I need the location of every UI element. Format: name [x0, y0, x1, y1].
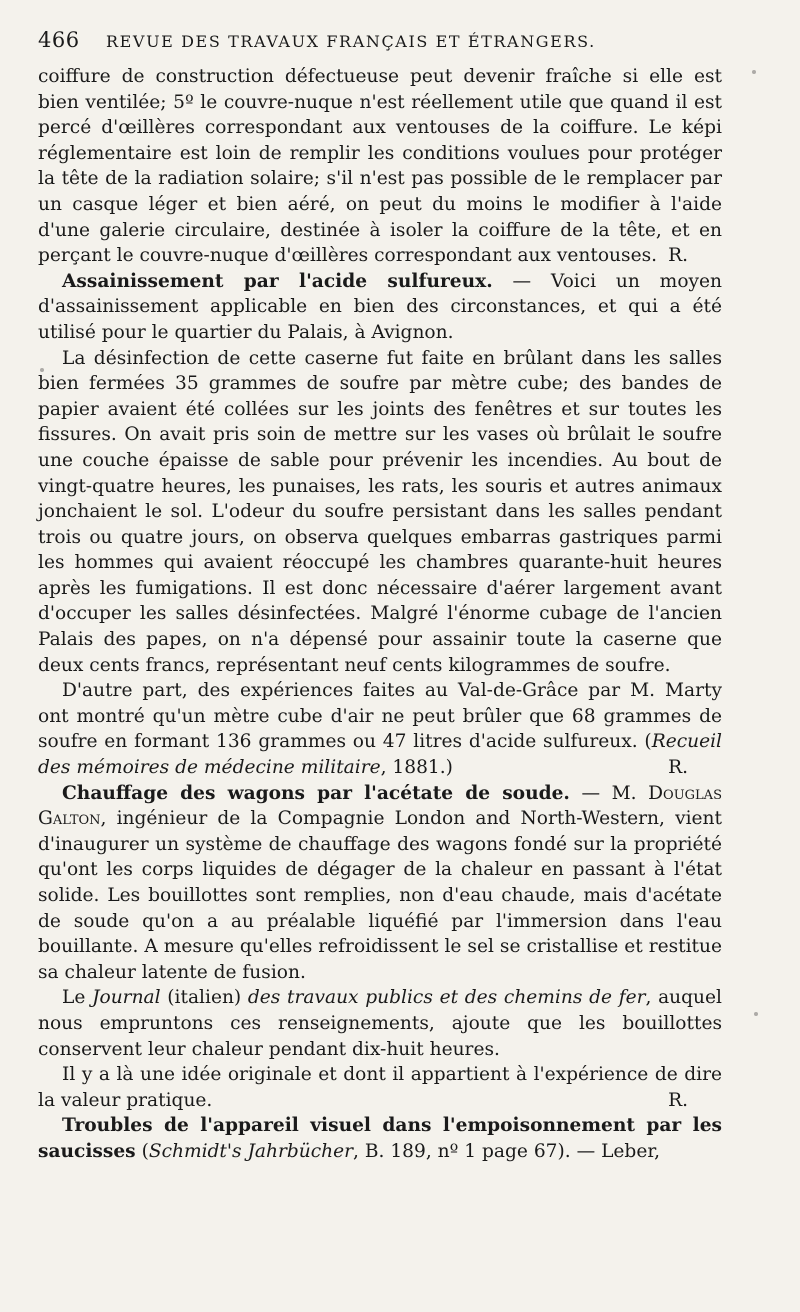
- paragraph-text: (: [135, 1140, 149, 1162]
- paper-speck: [752, 70, 756, 74]
- body-text: [38, 64, 722, 1165]
- citation-title: Recueil des mémoires de médecine militaire: [38, 731, 722, 779]
- paragraph-text: , auquel nous empruntons ces renseignements, ajoute que les bouillottes conservent leur chaleur pendant dix-huit heures.: [38, 987, 722, 1060]
- section-heading: Troubles de l'appareil visuel dans l'empoisonnement par les saucisses: [38, 1115, 722, 1162]
- citation-title: Schmidt's Jahrbücher: [148, 1140, 354, 1162]
- paper-speck: [40, 368, 44, 372]
- running-header: [38, 28, 722, 58]
- person-name: Douglas Galton: [38, 782, 722, 830]
- paragraph-text: La désinfection de cette caserne fut faite en brûlant dans les salles bien fermées 35 grammes de soufre par mètre cube; des bandes de papier avaient été collées sur les joints des fenêtres et sur toutes les fissures. On avait pris soin de mettre sur les vases où brûlait le soufre une couche épaisse de sable pour prévenir les incendies. Au bout de vingt-quatre heures, les punaises, les rats, les souris et autres animaux jonchaient le sol. L'odeur du soufre persistant dans les salles pendant trois ou quatre jours, on observa quelques embarras gastriques parmi les hommes qui avaient réoccupé les chambres quarante-huit heures après les fumigations. Il est donc nécessaire d'aérer largement avant d'occuper les salles désinfectées. Malgré l'énorme cubage de l'ancien Palais des papes, on n'a dépensé pour assainir toute la caserne que deux cents francs, représentant neuf cents kilogrammes de soufre.: [38, 347, 722, 676]
- paragraph-text: (italien): [160, 987, 248, 1009]
- paragraph-idee: [38, 1062, 722, 1113]
- paragraph-troubles: [38, 1113, 722, 1164]
- paragraph-chauffage: [38, 781, 722, 986]
- document-page: [38, 28, 722, 1165]
- heading-dash: — M.: [569, 782, 649, 804]
- page-number: 466: [38, 28, 80, 52]
- paragraph-ventilation: [38, 64, 722, 269]
- section-heading: Chauffage des wagons par l'acétate de soude.: [62, 782, 570, 804]
- paragraph-journal: [38, 985, 722, 1062]
- journal-subtitle: des travaux publics et des chemins de fer: [247, 987, 646, 1009]
- author-initial: R.: [668, 757, 688, 779]
- paper-speck: [754, 1012, 758, 1016]
- paragraph-desinfection: [38, 346, 722, 679]
- paragraph-text: — Voici un moyen d'assainissement applicable en bien des circonstances, et qui a été utilisé pour le quartier du Palais, à Avignon.: [38, 270, 722, 343]
- paragraph-text: , B. 189, nº 1 page 67). — Leber,: [353, 1140, 661, 1162]
- paragraph-experiences: [38, 678, 722, 780]
- section-heading: Assainissement par l'acide sulfureux.: [62, 270, 493, 292]
- citation-tail: , 1881.): [380, 757, 453, 779]
- author-initial: R.: [668, 245, 688, 267]
- paragraph-text: coiffure de construction défectueuse peut devenir fraîche si elle est bien ventilée; 5º le couvre-nuque n'est réellement utile que quand il est percé d'œillères correspondant aux ventouses de la coiffure. Le képi réglementaire est loin de remplir les conditions voulues pour protéger la tête de la radiation solaire; s'il n'est pas possible de le remplacer par un casque léger et bien aéré, on peut du moins le modifier à l'aide d'une galerie circulaire, destinée à isoler la coiffure de la tête, et en perçant le couvre-nuque d'œillères correspondant aux ventouses.: [38, 66, 722, 267]
- paragraph-text: D'autre part, des expériences faites au Val-de-Grâce par M. Marty ont montré qu'un mètre cube d'air ne peut brûler que 68 grammes de soufre en formant 136 grammes ou 47 litres d'acide sulfureux. (: [38, 680, 722, 753]
- paragraph-assainissement: [38, 269, 722, 346]
- journal-name: Journal: [92, 987, 161, 1009]
- paragraph-text: , ingénieur de la Compagnie London and North-Western, vient d'inaugurer un système de chauffage des wagons fondé sur la propriété qu'ont les corps liquides de dégager de la chaleur en passant à l'état solide. Les bouillottes sont remplies, non d'eau chaude, mais d'acétate de soude qu'on a au préalable liquéfié par l'immersion dans l'eau bouillante. A mesure qu'elles refroidissent le sel se cristallise et restitue sa chaleur latente de fusion.: [38, 808, 722, 983]
- paragraph-text: Il y a là une idée originale et dont il appartient à l'expérience de dire la valeur pratique.: [38, 1064, 722, 1111]
- running-title: REVUE DES TRAVAUX FRANÇAIS ET ÉTRANGERS.: [106, 32, 596, 51]
- paragraph-text: Le: [62, 987, 93, 1009]
- author-initial: R.: [668, 1089, 688, 1111]
